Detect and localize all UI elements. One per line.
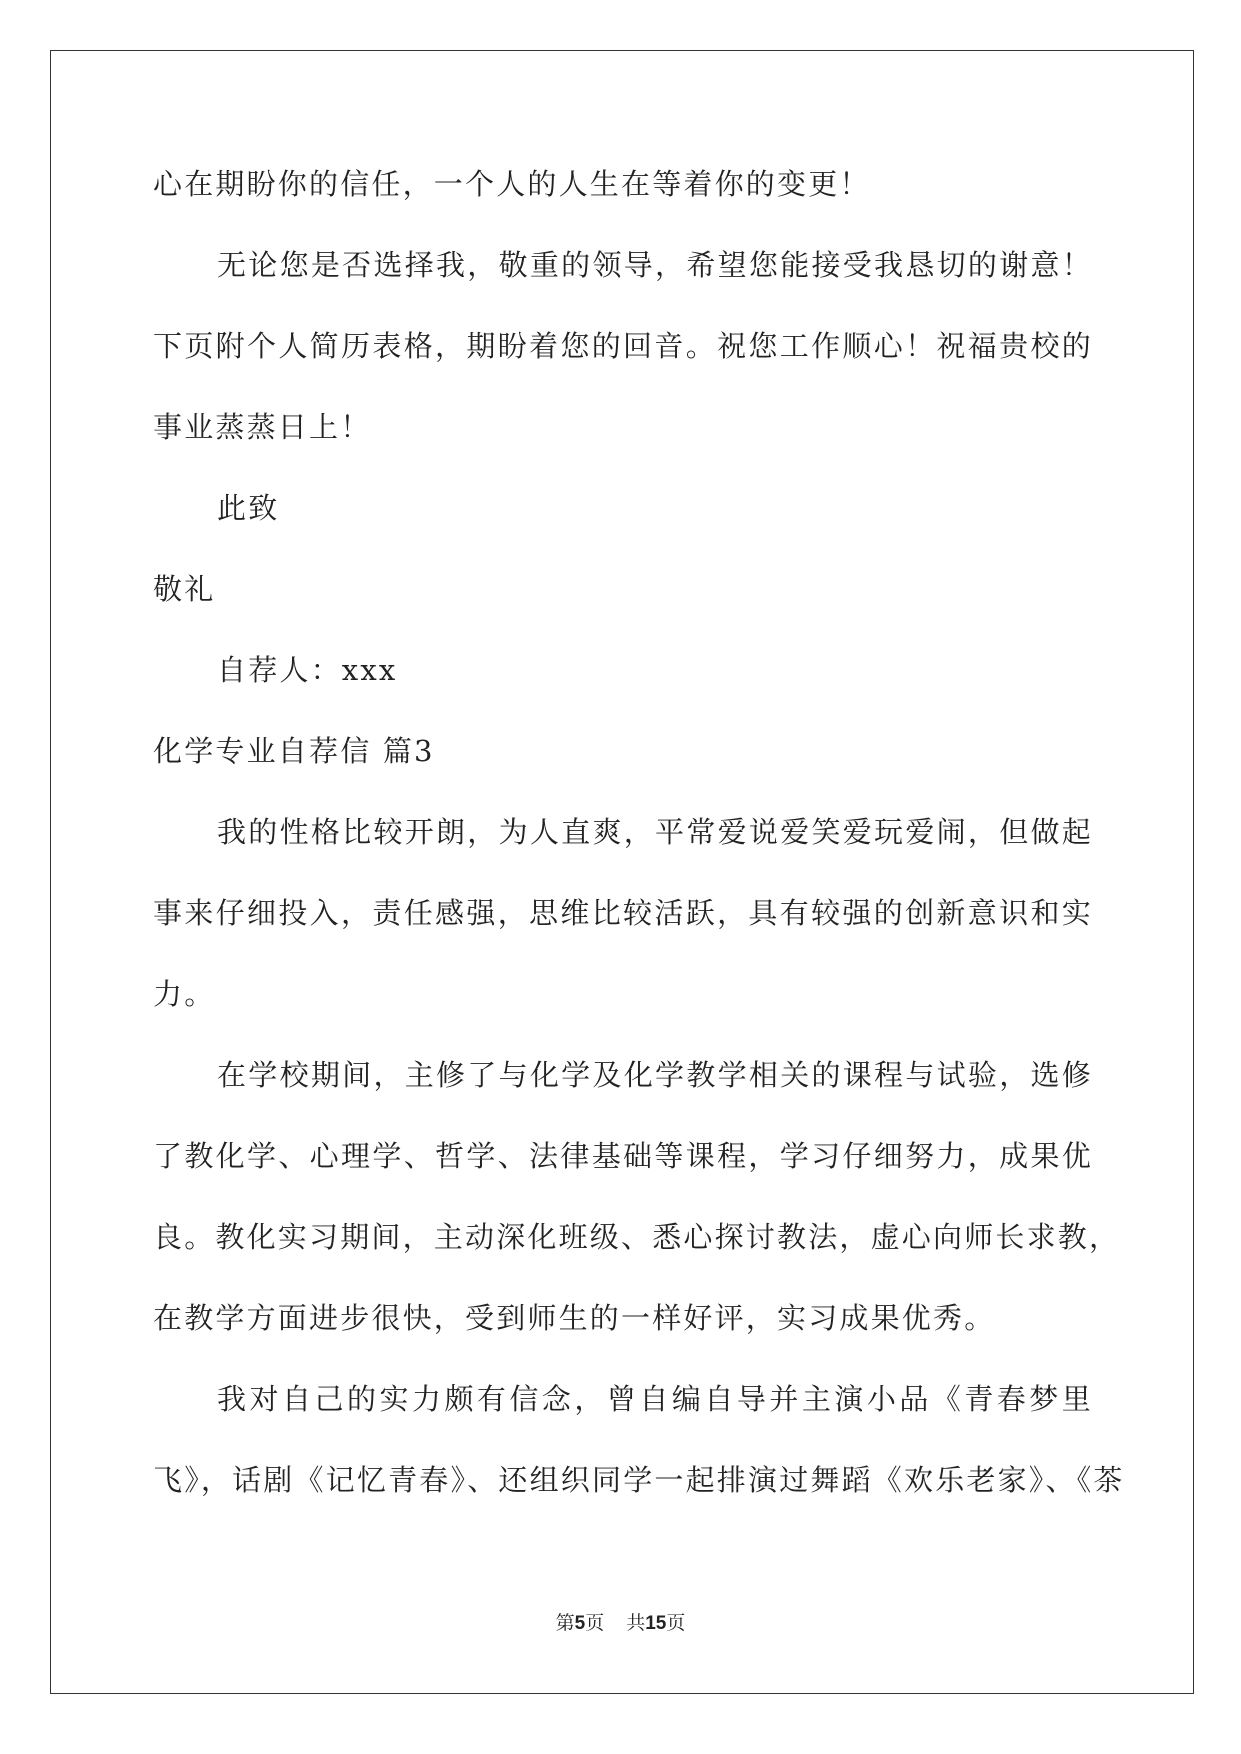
document-body <box>153 160 1125 1537</box>
total-prefix: 共 <box>626 1613 646 1634</box>
total-pages: 15 <box>645 1613 667 1634</box>
total-suffix: 页 <box>666 1613 686 1634</box>
text-line: 事来仔细投入，责任感强，思维比较活跃，具有较强的创新意识和实 <box>153 896 1093 930</box>
text-line: 力。 <box>153 977 216 1011</box>
text-line: 良。教化实习期间，主动深化班级、悉心探讨教法，虚心向师长求教， <box>153 1220 1121 1254</box>
text-line: 在学校期间，主修了与化学及化学教学相关的课程与试验，选修 <box>217 1058 1093 1092</box>
text-line: 了教化学、心理学、哲学、法律基础等课程，学习仔细努力，成果优 <box>153 1139 1093 1173</box>
text-line: 事业蒸蒸日上！ <box>153 410 372 444</box>
page-prefix: 第 <box>555 1613 575 1634</box>
text-line: 心在期盼你的信任，一个人的人生在等着你的变更！ <box>153 167 871 201</box>
text-line: 在教学方面进步很快，受到师生的一样好评，实习成果优秀。 <box>153 1301 996 1335</box>
page-suffix: 页 <box>585 1613 605 1634</box>
text-line: 无论您是否选择我，敬重的领导，希望您能接受我恳切的谢意！ <box>217 248 1093 282</box>
page-number: 5 <box>574 1613 586 1634</box>
text-line: 自荐人：xxx <box>217 653 398 687</box>
text-line: 我的性格比较开朗，为人直爽，平常爱说爱笑爱玩爱闹，但做起 <box>217 815 1093 849</box>
text-line: 飞》，话剧《记忆青春》、还组织同学一起排演过舞蹈《欢乐老家》、《茶 <box>153 1463 1125 1497</box>
text-line: 敬礼 <box>153 572 216 606</box>
section-heading: 化学专业自荐信 篇3 <box>153 734 435 768</box>
text-line: 我对自己的实力颇有信念，曾自编自导并主演小品《青春梦里 <box>217 1382 1093 1416</box>
page-footer <box>0 1608 1241 1635</box>
text-line: 此致 <box>217 491 280 525</box>
text-line: 下页附个人简历表格，期盼着您的回音。祝您工作顺心！祝福贵校的 <box>153 329 1093 363</box>
